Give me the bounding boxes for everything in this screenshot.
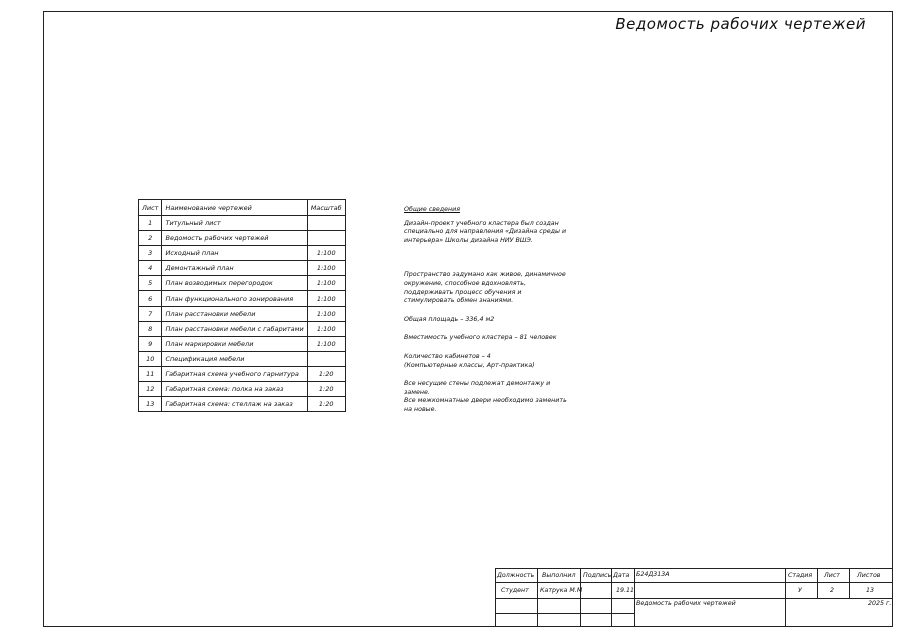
label-date: Дата xyxy=(613,572,630,579)
info-capacity: Вместимость учебного кластера – 81 человек xyxy=(404,334,557,342)
cell-sheet-number: 9 xyxy=(139,336,162,351)
year-value: 2025 г. xyxy=(868,600,892,607)
label-position: Должность xyxy=(497,572,535,579)
label-signature: Подпись xyxy=(583,572,612,579)
cell-drawing-name: Демонтажный план xyxy=(162,261,307,276)
table-row xyxy=(139,261,346,276)
label-sheets: Листов xyxy=(857,572,881,579)
cell-sheet-number: 3 xyxy=(139,246,162,261)
cell-drawing-name: План функционального зонирования xyxy=(162,291,307,306)
cell-drawing-name: Габаритная схема: стеллаж на заказ xyxy=(162,397,307,412)
position-value: Студент xyxy=(501,587,529,594)
cell-sheet-number: 2 xyxy=(139,231,162,246)
cell-drawing-name: План возводимых перегородок xyxy=(162,276,307,291)
general-info-title: Общие сведения xyxy=(404,206,461,213)
performer-value: Катрука М.М xyxy=(540,587,583,594)
cell-sheet-number: 12 xyxy=(139,382,162,397)
info-paragraph-purpose: Дизайн-проект учебного кластера был создан специально для направления «Дизайна среды и интерьера» Школы дизайна НИУ ВШЭ. xyxy=(404,219,567,244)
label-performed: Выполнил xyxy=(542,572,576,579)
cell-sheet-number: 13 xyxy=(139,397,162,412)
cell-scale: 1:100 xyxy=(307,321,345,336)
cell-sheet-number: 7 xyxy=(139,306,162,321)
cell-scale xyxy=(307,216,345,231)
cell-sheet-number: 11 xyxy=(139,366,162,381)
general-info xyxy=(404,206,574,415)
cell-scale: 1:20 xyxy=(307,397,345,412)
title-block xyxy=(495,568,893,627)
cell-drawing-name: План маркировки мебели xyxy=(162,336,307,351)
date-value: 19.11 xyxy=(616,587,635,594)
column-header-scale: Масштаб xyxy=(307,200,345,216)
cell-sheet-number: 6 xyxy=(139,291,162,306)
cell-drawing-name: Габаритная схема учебного гарнитура xyxy=(162,366,307,381)
stage-value: У xyxy=(798,587,802,594)
sheets-value: 13 xyxy=(866,587,875,594)
cell-drawing-name: План расстановки мебели с габаритами xyxy=(162,321,307,336)
page-title: Ведомость рабочих чертежей xyxy=(615,15,866,33)
cell-scale: 1:100 xyxy=(307,246,345,261)
info-total-area: Общая площадь – 336,4 м2 xyxy=(404,315,495,323)
table-row xyxy=(139,276,346,291)
cell-scale: 1:20 xyxy=(307,366,345,381)
info-rooms-count: Количество кабинетов – 4 xyxy=(404,352,491,360)
cell-scale xyxy=(307,231,345,246)
info-doors-note: Все межкомнатные двери необходимо заменить на новые. xyxy=(404,397,567,413)
cell-scale xyxy=(307,351,345,366)
cell-sheet-number: 8 xyxy=(139,321,162,336)
cell-sheet-number: 4 xyxy=(139,261,162,276)
cell-sheet-number: 1 xyxy=(139,216,162,231)
column-header-name: Наименование чертежей xyxy=(162,200,307,216)
project-code: Б24Д313А xyxy=(636,571,670,578)
info-rooms-types: (Компьютерные классы, Арт-практика) xyxy=(404,361,535,369)
cell-scale: 1:100 xyxy=(307,261,345,276)
table-row xyxy=(139,382,346,397)
table-row xyxy=(139,321,346,336)
cell-drawing-name: Спецификация мебели xyxy=(162,351,307,366)
cell-drawing-name: План расстановки мебели xyxy=(162,306,307,321)
cell-sheet-number: 10 xyxy=(139,351,162,366)
table-row xyxy=(139,336,346,351)
sheet-name: Ведомость рабочих чертежей xyxy=(636,600,736,607)
sheet-value: 2 xyxy=(830,587,835,594)
table-row xyxy=(139,216,346,231)
label-stage: Стадия xyxy=(788,572,813,579)
table-row xyxy=(139,231,346,246)
table-row xyxy=(139,366,346,381)
table-row xyxy=(139,306,346,321)
table-row xyxy=(139,246,346,261)
info-paragraph-concept: Пространство задумано как живое, динамичное окружение, способное вдохновлять, поддерживать процесс обучения и стимулировать обмен знаниями. xyxy=(404,271,566,305)
table-row xyxy=(139,351,346,366)
cell-scale: 1:20 xyxy=(307,382,345,397)
drawings-table xyxy=(138,199,346,412)
cell-drawing-name: Титульный лист xyxy=(162,216,307,231)
info-walls-note: Все несущие стены подлежат демонтажу и замене. xyxy=(404,380,551,396)
label-sheet: Лист xyxy=(824,572,840,579)
table-row xyxy=(139,291,346,306)
cell-sheet-number: 5 xyxy=(139,276,162,291)
cell-scale: 1:100 xyxy=(307,306,345,321)
cell-drawing-name: Габаритная схема: полка на заказ xyxy=(162,382,307,397)
table-header-row xyxy=(139,200,346,216)
table-row xyxy=(139,397,346,412)
column-header-sheet: Лист xyxy=(139,200,162,216)
cell-drawing-name: Исходный план xyxy=(162,246,307,261)
cell-scale: 1:100 xyxy=(307,291,345,306)
cell-scale: 1:100 xyxy=(307,276,345,291)
cell-drawing-name: Ведомость рабочих чертежей xyxy=(162,231,307,246)
cell-scale: 1:100 xyxy=(307,336,345,351)
